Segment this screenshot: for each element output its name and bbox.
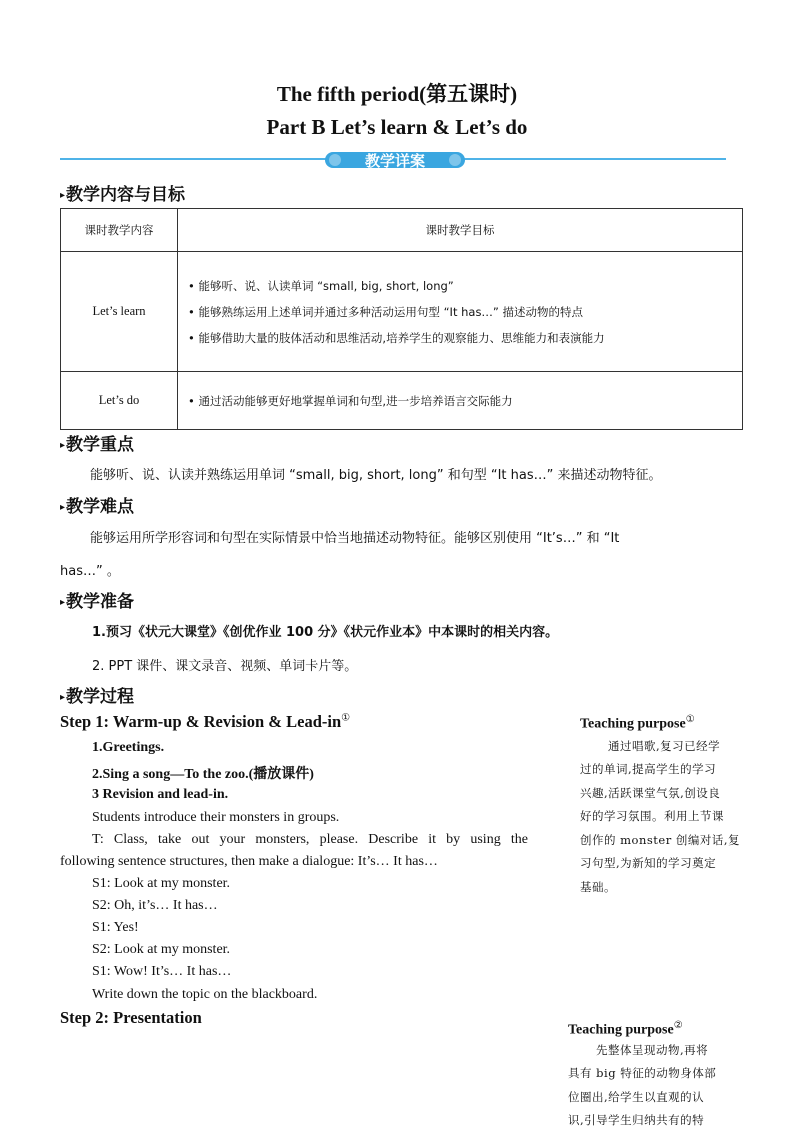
step-title-text: Step 1: Warm-up & Revision & Lead-in (60, 712, 342, 731)
footnote-marker: ① (341, 712, 351, 724)
footnote-marker: ② (673, 1020, 683, 1031)
footnote-marker: ① (685, 714, 695, 725)
key-points-text: 能够听、说、认读并熟练运用单词 “small, big, short, long” 和句型 “It has…” 来描述动物特征。 (90, 468, 662, 483)
purpose-body (568, 1039, 768, 1133)
difficulties-text: 能够运用所学形容词和句型在实际情景中恰当地描述动物特征。能够区别使用 “It’s…” 和 “It (90, 531, 620, 546)
step-line: S2: Oh, it’s… It has… (92, 898, 218, 913)
badge-label: 教学详案 (364, 152, 426, 170)
purpose-line: 具有 big 特征的动物身体部 (568, 1066, 717, 1081)
section-label: 教学难点 (66, 497, 135, 517)
header-cell: 课时教学内容 (61, 209, 178, 252)
section-preparation: ▸教学准备 (60, 592, 135, 612)
purpose-line: 创作的 monster 创编对话,复 (580, 832, 741, 847)
purpose-line: 基础。 (580, 879, 616, 894)
section-label: 教学准备 (66, 592, 135, 612)
purpose-heading (580, 714, 780, 733)
purpose-line: 通过唱歌,复习已经学 (608, 738, 721, 753)
purpose-line: 过的单词,提高学生的学习 (580, 762, 717, 777)
table-header-row (61, 209, 743, 252)
purpose-line: 习句型,为新知的学习奠定 (580, 856, 717, 871)
section-label: 教学过程 (66, 687, 135, 707)
section-process: ▸教学过程 (60, 687, 135, 707)
teaching-purpose-1 (580, 714, 780, 899)
purpose-line: 先整体呈现动物,再将 (596, 1042, 709, 1057)
goals-cell (178, 372, 743, 430)
purpose-line: 识,引导学生归纳共有的特 (568, 1113, 705, 1128)
section-key-points: ▸教学重点 (60, 435, 135, 455)
purpose-body (580, 735, 780, 900)
objectives-table (60, 208, 743, 430)
purpose-heading-text: Teaching purpose (568, 1022, 674, 1038)
badge (325, 148, 465, 172)
step-line: following sentence structures, then make a dialogue: It’s… It has… (60, 854, 438, 869)
step-line: T: Class, take out your monsters, please. Describe it by using the (92, 832, 528, 847)
step-line: Write down the topic on the blackboard. (92, 987, 318, 1002)
purpose-heading-text: Teaching purpose (580, 716, 686, 732)
goals-cell (178, 252, 743, 372)
step1-title (60, 712, 350, 732)
page-subtitle: Part B Let’s learn & Let’s do (266, 115, 528, 139)
step-line: 3 Revision and lead-in. (92, 787, 229, 802)
header-cell: 课时教学目标 (178, 209, 743, 252)
table-row (61, 252, 743, 372)
difficulties-text-cont: has…” 。 (60, 564, 120, 579)
step-line: S1: Wow! It’s… It has… (92, 964, 232, 979)
step-line: S1: Look at my monster. (92, 876, 231, 891)
goal-item: • 能够借助大量的肢体活动和思维活动,培养学生的观察能力、思维能力和表演能力 (188, 330, 605, 345)
section-difficulties: ▸教学难点 (60, 497, 135, 517)
step-line: S1: Yes! (92, 920, 139, 935)
goal-item: • 能够听、说、认读单词 “small, big, short, long” (188, 278, 454, 293)
purpose-line: 位圈出,给学生以直观的认 (568, 1089, 705, 1104)
purpose-heading (568, 1020, 768, 1039)
teaching-purpose-2 (568, 1020, 768, 1133)
purpose-line: 兴趣,活跃课堂气氛,创设良 (580, 785, 721, 800)
content-cell: Let’s do (61, 372, 178, 430)
step-line: 1.Greetings. (92, 740, 165, 755)
step-line: S2: Look at my monster. (92, 942, 231, 957)
page-title: The fifth period(第五课时) (276, 82, 518, 106)
section-content-goals: ▸教学内容与目标 (60, 185, 186, 205)
section-label: 教学内容与目标 (66, 185, 186, 205)
step-line: 2.Sing a song—To the zoo.(播放课件) (92, 767, 314, 782)
table-row (61, 372, 743, 430)
prep-item: 1.预习《状元大课堂》《创优作业 100 分》《状元作业本》中本课时的相关内容。 (92, 625, 559, 640)
prep-item: 2. PPT 课件、课文录音、视频、单词卡片等。 (92, 659, 358, 674)
goal-item: • 能够熟练运用上述单词并通过多种活动运用句型 “It has…” 描述动物的特点 (188, 304, 584, 319)
section-label: 教学重点 (66, 435, 135, 455)
step2-title: Step 2: Presentation (60, 1008, 202, 1027)
step-line: Students introduce their monsters in groups. (92, 810, 340, 825)
purpose-line: 好的学习氛围。利用上节课 (580, 809, 724, 824)
content-cell: Let’s learn (61, 252, 178, 372)
goal-item: • 通过活动能够更好地掌握单词和句型,进一步培养语言交际能力 (188, 393, 513, 408)
